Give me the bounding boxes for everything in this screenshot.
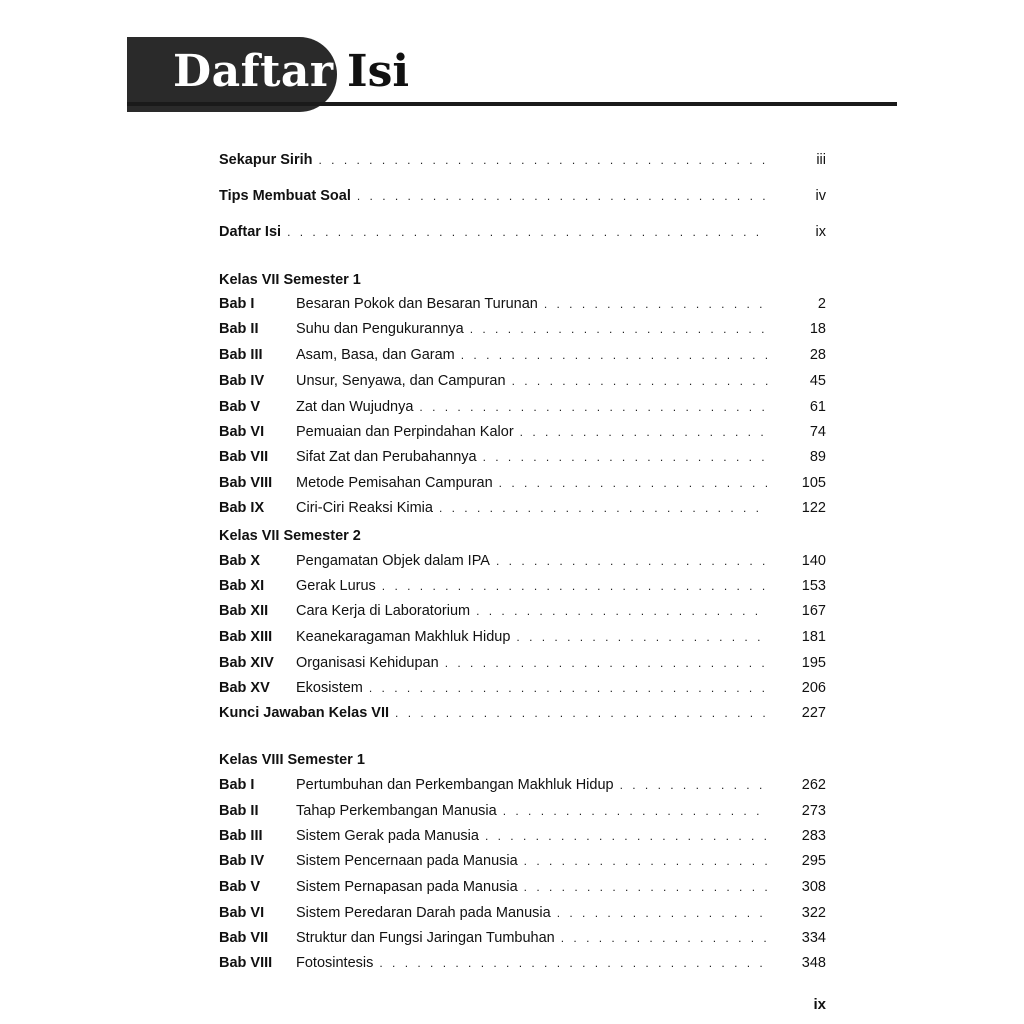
toc-entry[interactable] (219, 800, 826, 822)
chapter-title: Ciri-Ciri Reaksi Kimia (296, 500, 433, 516)
toc-entry[interactable] (219, 600, 826, 622)
chapter-page: 2 (817, 296, 826, 312)
chapter-number: Bab XI (219, 578, 265, 594)
dot-leader (512, 370, 768, 392)
chapter-title: Asam, Basa, dan Garam (296, 347, 455, 363)
toc-entry[interactable] (219, 626, 826, 648)
dot-leader (369, 677, 768, 699)
chapter-page: 322 (801, 905, 826, 921)
chapter-number: Bab III (219, 828, 263, 844)
chapter-title: Sistem Pencernaan pada Manusia (296, 853, 518, 869)
toc-entry[interactable] (219, 421, 826, 443)
section-heading: Kelas VIII Semester 1 (219, 752, 365, 768)
chapter-title: Sistem Peredaran Darah pada Manusia (296, 905, 551, 921)
toc-entry[interactable] (219, 318, 826, 340)
toc-entry[interactable] (219, 876, 826, 898)
chapter-number: Bab XV (219, 680, 270, 696)
chapter-title: Pertumbuhan dan Perkembangan Makhluk Hidup (296, 777, 614, 793)
dot-leader (503, 800, 768, 822)
chapter-page: 262 (801, 777, 826, 793)
chapter-title: Pengamatan Objek dalam IPA (296, 553, 490, 569)
dot-leader (357, 185, 768, 207)
answer-key-page: 227 (801, 705, 826, 721)
chapter-page: 74 (809, 424, 826, 440)
chapter-number: Bab VIII (219, 475, 273, 491)
entry-page: ix (815, 224, 826, 240)
dot-leader (499, 472, 768, 494)
chapter-number: Bab VII (219, 930, 269, 946)
chapter-page: 308 (801, 879, 826, 895)
chapter-page: 273 (801, 803, 826, 819)
dot-leader (524, 876, 768, 898)
chapter-number: Bab XII (219, 603, 269, 619)
section-heading: Kelas VII Semester 1 (219, 272, 361, 288)
chapter-number: Bab II (219, 803, 259, 819)
toc-entry[interactable] (219, 952, 826, 974)
chapter-page: 295 (801, 853, 826, 869)
chapter-title: Organisasi Kehidupan (296, 655, 439, 671)
dot-leader (395, 702, 768, 724)
page-title-part2: Isi (347, 46, 410, 97)
chapter-title: Ekosistem (296, 680, 363, 696)
toc-entry[interactable] (219, 497, 826, 519)
chapter-page: 140 (801, 553, 826, 569)
chapter-title: Sifat Zat dan Perubahannya (296, 449, 477, 465)
chapter-number: Bab VIII (219, 955, 273, 971)
chapter-title: Gerak Lurus (296, 578, 376, 594)
toc-entry[interactable] (219, 370, 826, 392)
toc-entry[interactable] (219, 344, 826, 366)
chapter-title: Pemuaian dan Perpindahan Kalor (296, 424, 514, 440)
entry-title: Sekapur Sirih (219, 152, 313, 168)
chapter-number: Bab VI (219, 905, 265, 921)
entry-title: Daftar Isi (219, 224, 282, 240)
toc-entry[interactable] (219, 652, 826, 674)
entry-page: iv (815, 188, 826, 204)
toc-entry[interactable] (219, 396, 826, 418)
dot-leader (470, 318, 768, 340)
chapter-title: Struktur dan Fungsi Jaringan Tumbuhan (296, 930, 555, 946)
toc-entry[interactable] (219, 774, 826, 796)
chapter-number: Bab XIV (219, 655, 274, 671)
chapter-page: 105 (801, 475, 826, 491)
chapter-page: 61 (809, 399, 826, 415)
chapter-page: 283 (801, 828, 826, 844)
chapter-number: Bab III (219, 347, 263, 363)
chapter-title: Keanekaragaman Makhluk Hidup (296, 629, 511, 645)
dot-leader (476, 600, 768, 622)
chapter-title: Zat dan Wujudnya (296, 399, 414, 415)
chapter-page: 348 (801, 955, 826, 971)
chapter-page: 18 (809, 321, 826, 337)
dot-leader (485, 825, 768, 847)
dot-leader (379, 952, 768, 974)
dot-leader (544, 293, 768, 315)
chapter-title: Fotosintesis (296, 955, 374, 971)
chapter-title: Unsur, Senyawa, dan Campuran (296, 373, 506, 389)
toc-entry[interactable] (219, 850, 826, 872)
chapter-number: Bab I (219, 296, 255, 312)
toc-entry[interactable] (219, 550, 826, 572)
chapter-number: Bab IV (219, 853, 265, 869)
toc-entry[interactable] (219, 902, 826, 924)
dot-leader (561, 927, 768, 949)
chapter-title: Sistem Gerak pada Manusia (296, 828, 479, 844)
toc-entry[interactable] (219, 927, 826, 949)
entry-title: Tips Membuat Soal (219, 188, 351, 204)
chapter-page: 89 (809, 449, 826, 465)
chapter-page: 45 (809, 373, 826, 389)
dot-leader (287, 221, 768, 243)
dot-leader (318, 149, 768, 171)
dot-leader (524, 850, 768, 872)
dot-leader (461, 344, 768, 366)
dot-leader (382, 575, 768, 597)
chapter-page: 334 (801, 930, 826, 946)
toc-entry[interactable] (219, 825, 826, 847)
entry-page: iii (816, 152, 826, 168)
chapter-number: Bab VII (219, 449, 269, 465)
page-title-part1: Daftar (173, 46, 334, 97)
chapter-title: Sistem Pernapasan pada Manusia (296, 879, 518, 895)
dot-leader (520, 421, 768, 443)
chapter-number: Bab IX (219, 500, 265, 516)
title-rule (127, 102, 897, 106)
toc-entry-answer-key[interactable] (219, 702, 826, 724)
toc-entry[interactable] (219, 677, 826, 699)
chapter-number: Bab V (219, 399, 261, 415)
chapter-title: Cara Kerja di Laboratorium (296, 603, 471, 619)
section-heading: Kelas VII Semester 2 (219, 528, 361, 544)
chapter-title: Metode Pemisahan Campuran (296, 475, 493, 491)
chapter-page: 195 (801, 655, 826, 671)
toc-entry[interactable] (219, 446, 826, 468)
chapter-page: 122 (801, 500, 826, 516)
chapter-number: Bab X (219, 553, 261, 569)
chapter-page: 181 (801, 629, 826, 645)
chapter-page: 206 (801, 680, 826, 696)
chapter-number: Bab XIII (219, 629, 273, 645)
chapter-page: 153 (801, 578, 826, 594)
chapter-title: Besaran Pokok dan Besaran Turunan (296, 296, 538, 312)
toc-entry[interactable] (219, 293, 826, 315)
chapter-title: Suhu dan Pengukurannya (296, 321, 464, 337)
chapter-number: Bab I (219, 777, 255, 793)
chapter-number: Bab II (219, 321, 259, 337)
dot-leader (445, 652, 768, 674)
chapter-number: Bab V (219, 879, 261, 895)
toc-entry-tips-membuat-soal[interactable] (219, 185, 826, 207)
page-number: ix (813, 996, 826, 1013)
answer-key-title: Kunci Jawaban Kelas VII (219, 705, 390, 721)
toc-entry[interactable] (219, 575, 826, 597)
toc-entry-daftar-isi[interactable] (219, 221, 826, 243)
chapter-page: 167 (801, 603, 826, 619)
dot-leader (516, 626, 768, 648)
dot-leader (419, 396, 768, 418)
dot-leader (483, 446, 768, 468)
chapter-page: 28 (809, 347, 826, 363)
dot-leader (439, 497, 768, 519)
toc-entry[interactable] (219, 472, 826, 494)
chapter-title: Tahap Perkembangan Manusia (296, 803, 497, 819)
toc-entry-sekapur-sirih[interactable] (219, 149, 826, 171)
chapter-number: Bab VI (219, 424, 265, 440)
dot-leader (620, 774, 768, 796)
dot-leader (496, 550, 768, 572)
chapter-number: Bab IV (219, 373, 265, 389)
dot-leader (557, 902, 768, 924)
